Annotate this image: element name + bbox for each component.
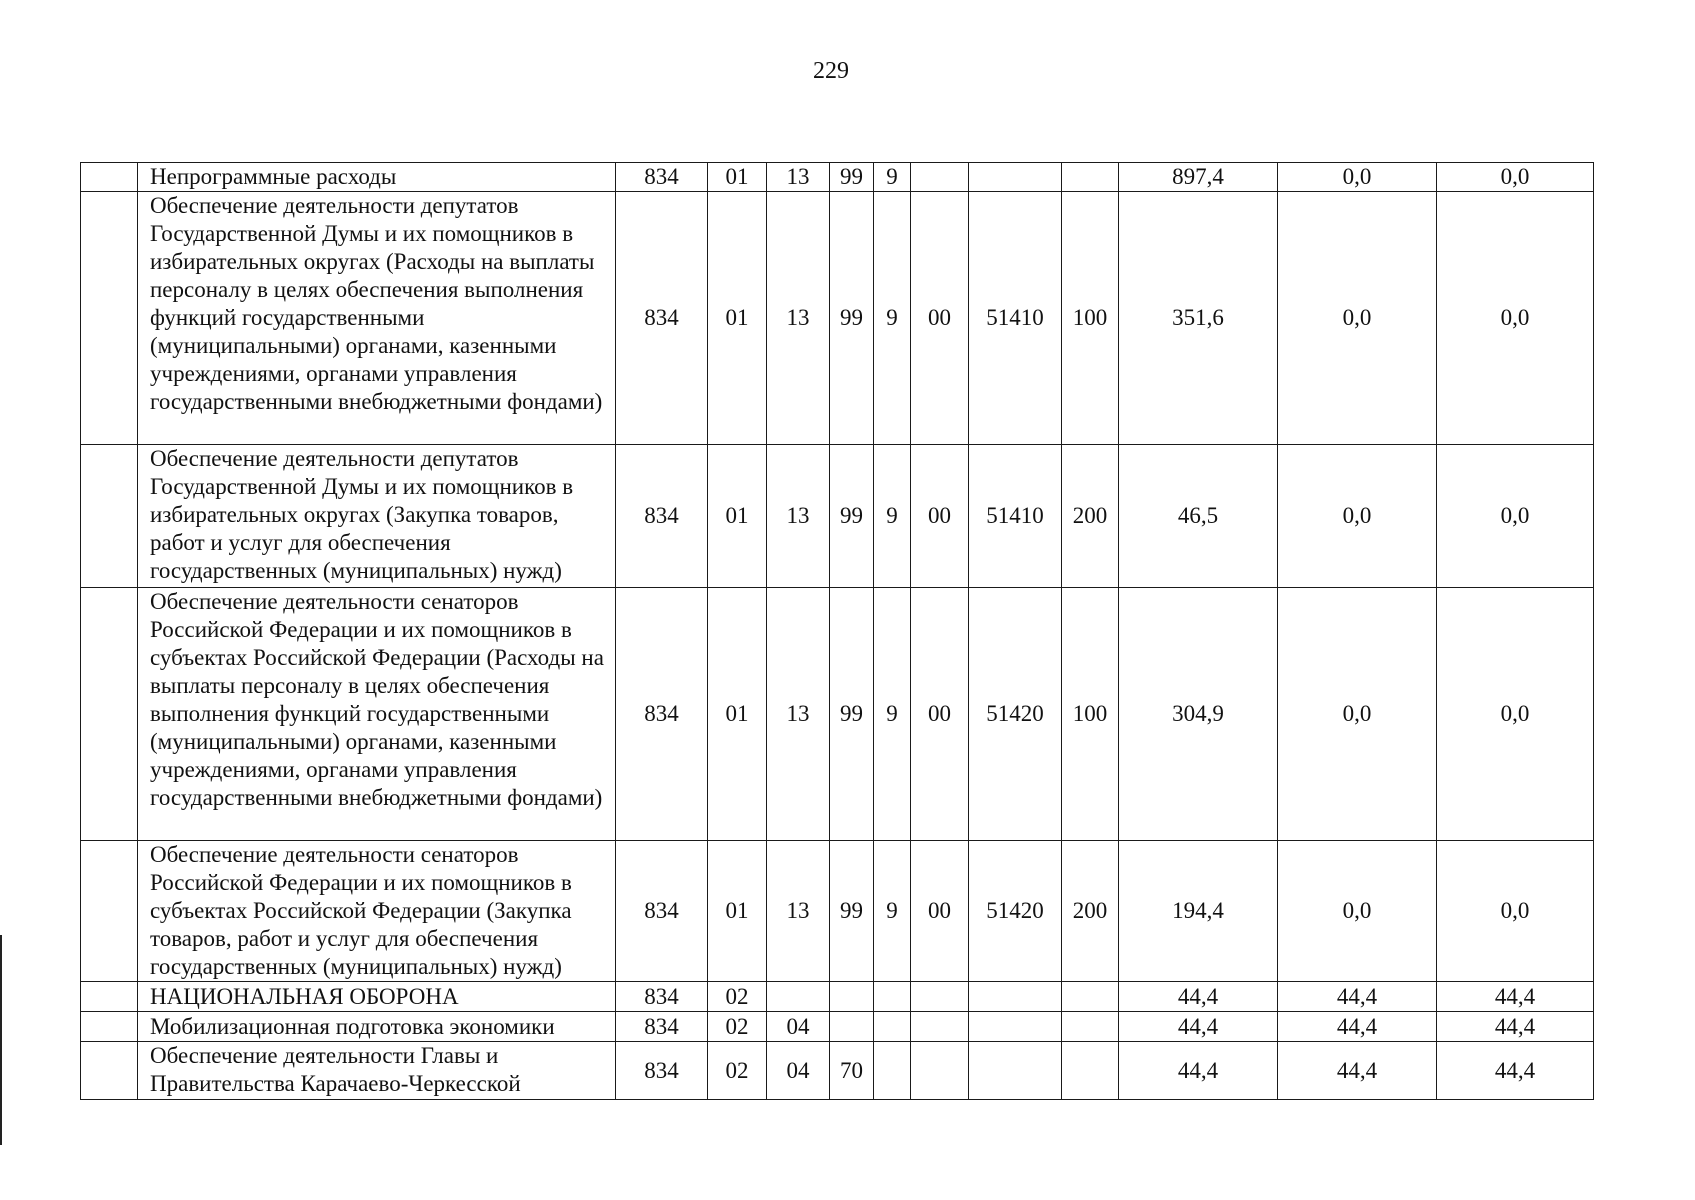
activity-code-cell: 00: [911, 841, 969, 982]
amount-year1-cell: 44,4: [1119, 1012, 1278, 1042]
subprogram-code-cell: 9: [874, 588, 911, 841]
subprogram-code-cell: [874, 982, 911, 1012]
ministry-code-cell: 834: [616, 841, 708, 982]
subsection-code-cell: 13: [767, 192, 830, 445]
amount-year3-cell: 44,4: [1437, 1042, 1594, 1100]
subprogram-code-cell: 9: [874, 192, 911, 445]
table-row: [81, 588, 1594, 841]
section-code-cell: 02: [708, 1042, 767, 1100]
amount-year2-cell: 0,0: [1278, 445, 1437, 588]
amount-year3-cell: 44,4: [1437, 982, 1594, 1012]
ministry-code-cell: 834: [616, 192, 708, 445]
amount-year2-cell: 0,0: [1278, 192, 1437, 445]
program-code-cell: 99: [830, 841, 874, 982]
amount-year3-cell: 44,4: [1437, 1012, 1594, 1042]
row-number-cell: [81, 841, 138, 982]
activity-code-cell: 00: [911, 192, 969, 445]
amount-year3-cell: 0,0: [1437, 588, 1594, 841]
program-code-cell: [830, 1012, 874, 1042]
subsection-code-cell: 13: [767, 588, 830, 841]
amount-year2-cell: 0,0: [1278, 163, 1437, 192]
amount-year3-cell: 0,0: [1437, 163, 1594, 192]
table-row: [81, 445, 1594, 588]
expense-type-cell: [1062, 1012, 1119, 1042]
program-code-cell: 99: [830, 445, 874, 588]
expense-name-cell: Мобилизационная подготовка экономики: [138, 1012, 616, 1042]
table-row: [81, 1042, 1594, 1100]
subsection-code-cell: 04: [767, 1012, 830, 1042]
ministry-code-cell: 834: [616, 982, 708, 1012]
section-code-cell: 01: [708, 841, 767, 982]
expense-name-cell: Обеспечение деятельности депутатов Государственной Думы и их помощников в избирательных округах (Расходы на выплаты персоналу в целях обеспечения выполнения функций государственными (муниципальными) органами, казенными учреждениями, органами управления государственными внебюджетными фондами): [138, 192, 616, 445]
ministry-code-cell: 834: [616, 1012, 708, 1042]
expense-type-cell: 200: [1062, 445, 1119, 588]
program-code-cell: [830, 982, 874, 1012]
direction-code-cell: 51420: [969, 841, 1062, 982]
expense-name-cell: НАЦИОНАЛЬНАЯ ОБОРОНА: [138, 982, 616, 1012]
amount-year3-cell: 0,0: [1437, 445, 1594, 588]
section-code-cell: 01: [708, 588, 767, 841]
section-code-cell: 01: [708, 163, 767, 192]
expense-type-cell: 100: [1062, 588, 1119, 841]
amount-year2-cell: 0,0: [1278, 841, 1437, 982]
subsection-code-cell: 13: [767, 163, 830, 192]
scan-edge-mark: [0, 935, 2, 1145]
subsection-code-cell: 04: [767, 1042, 830, 1100]
page-number: 229: [813, 58, 849, 84]
ministry-code-cell: 834: [616, 163, 708, 192]
ministry-code-cell: 834: [616, 1042, 708, 1100]
amount-year2-cell: 44,4: [1278, 1042, 1437, 1100]
amount-year1-cell: 304,9: [1119, 588, 1278, 841]
expense-type-cell: [1062, 982, 1119, 1012]
amount-year3-cell: 0,0: [1437, 841, 1594, 982]
subprogram-code-cell: [874, 1012, 911, 1042]
subsection-code-cell: [767, 982, 830, 1012]
activity-code-cell: [911, 1012, 969, 1042]
direction-code-cell: 51410: [969, 192, 1062, 445]
row-number-cell: [81, 982, 138, 1012]
program-code-cell: 99: [830, 163, 874, 192]
subprogram-code-cell: 9: [874, 445, 911, 588]
activity-code-cell: [911, 1042, 969, 1100]
amount-year1-cell: 46,5: [1119, 445, 1278, 588]
section-code-cell: 02: [708, 1012, 767, 1042]
expense-name-cell: Обеспечение деятельности сенаторов Российской Федерации и их помощников в субъектах Российской Федерации (Закупка товаров, работ и услуг для обеспечения государственных (муниципальных) нужд): [138, 841, 616, 982]
amount-year2-cell: 44,4: [1278, 1012, 1437, 1042]
program-code-cell: 99: [830, 192, 874, 445]
amount-year2-cell: 0,0: [1278, 588, 1437, 841]
amount-year1-cell: 44,4: [1119, 982, 1278, 1012]
table-row: [81, 841, 1594, 982]
activity-code-cell: 00: [911, 588, 969, 841]
table-row: [81, 192, 1594, 445]
section-code-cell: 01: [708, 192, 767, 445]
expense-name-cell: Обеспечение деятельности депутатов Государственной Думы и их помощников в избирательных округах (Закупка товаров, работ и услуг для обеспечения государственных (муниципальных) нужд): [138, 445, 616, 588]
subprogram-code-cell: 9: [874, 163, 911, 192]
direction-code-cell: 51420: [969, 588, 1062, 841]
expense-name-cell: Непрограммные расходы: [138, 163, 616, 192]
expense-name-cell: Обеспечение деятельности сенаторов Российской Федерации и их помощников в субъектах Российской Федерации (Расходы на выплаты персоналу в целях обеспечения выполнения функций государственными (муниципальными) органами, казенными учреждениями, органами управления государственными внебюджетными фондами): [138, 588, 616, 841]
amount-year1-cell: 897,4: [1119, 163, 1278, 192]
subsection-code-cell: 13: [767, 445, 830, 588]
activity-code-cell: [911, 982, 969, 1012]
ministry-code-cell: 834: [616, 588, 708, 841]
amount-year1-cell: 351,6: [1119, 192, 1278, 445]
activity-code-cell: [911, 163, 969, 192]
row-number-cell: [81, 445, 138, 588]
subprogram-code-cell: 9: [874, 841, 911, 982]
expense-type-cell: 100: [1062, 192, 1119, 445]
table-row: [81, 163, 1594, 192]
amount-year1-cell: 194,4: [1119, 841, 1278, 982]
table-row: [81, 1012, 1594, 1042]
amount-year2-cell: 44,4: [1278, 982, 1437, 1012]
row-number-cell: [81, 192, 138, 445]
amount-year1-cell: 44,4: [1119, 1042, 1278, 1100]
subsection-code-cell: 13: [767, 841, 830, 982]
amount-year3-cell: 0,0: [1437, 192, 1594, 445]
row-number-cell: [81, 163, 138, 192]
budget-table: [80, 162, 1594, 1100]
program-code-cell: 99: [830, 588, 874, 841]
activity-code-cell: 00: [911, 445, 969, 588]
table-row: [81, 982, 1594, 1012]
expense-type-cell: 200: [1062, 841, 1119, 982]
row-number-cell: [81, 1012, 138, 1042]
direction-code-cell: [969, 163, 1062, 192]
row-number-cell: [81, 588, 138, 841]
direction-code-cell: 51410: [969, 445, 1062, 588]
expense-name-cell: Обеспечение деятельности Главы и Правительства Карачаево-Черкесской: [138, 1042, 616, 1100]
row-number-cell: [81, 1042, 138, 1100]
direction-code-cell: [969, 982, 1062, 1012]
ministry-code-cell: 834: [616, 445, 708, 588]
expense-type-cell: [1062, 1042, 1119, 1100]
direction-code-cell: [969, 1012, 1062, 1042]
program-code-cell: 70: [830, 1042, 874, 1100]
expense-type-cell: [1062, 163, 1119, 192]
section-code-cell: 02: [708, 982, 767, 1012]
section-code-cell: 01: [708, 445, 767, 588]
direction-code-cell: [969, 1042, 1062, 1100]
subprogram-code-cell: [874, 1042, 911, 1100]
